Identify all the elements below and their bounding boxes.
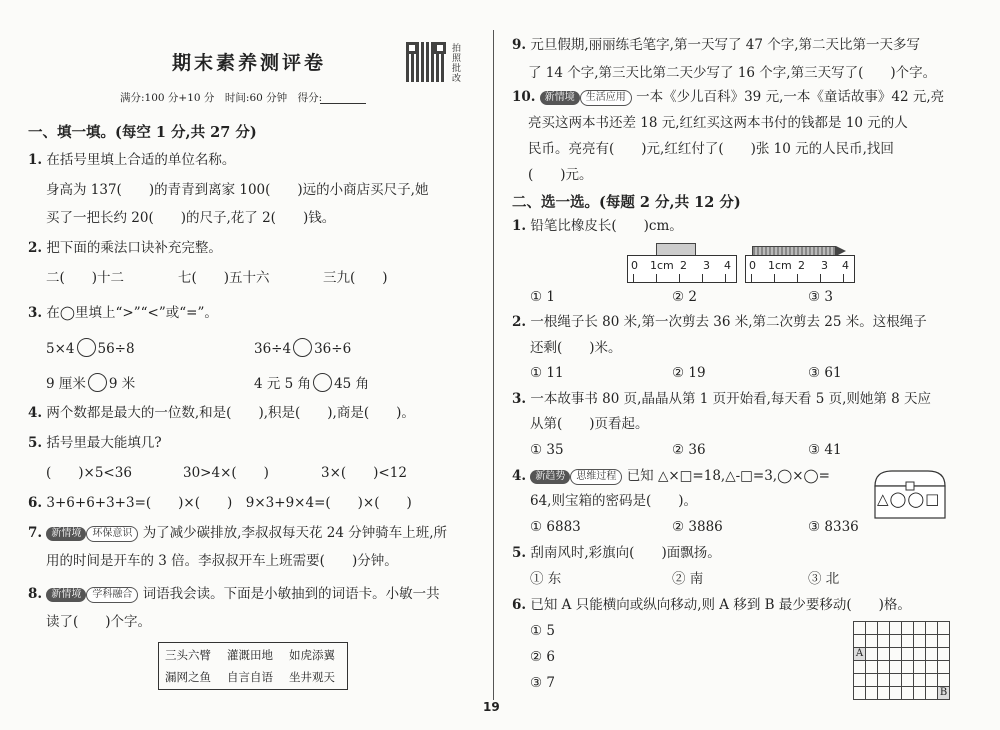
page-number: 19 — [483, 700, 500, 714]
s2-option-1[interactable]: ① 11 — [530, 365, 564, 381]
grid-cell-a: A — [854, 648, 866, 661]
q9-line-2: 了 14 个字,第三天比第二天少写了 16 个字,第三天写了( )个字。 — [528, 65, 937, 81]
ruler-2-label-1: 1cm — [768, 259, 792, 272]
q9-text-1: 元旦假期,丽丽练毛笔字,第一天写了 47 个字,第二天比第一天多写 — [530, 37, 921, 53]
s1-text: 铅笔比橡皮长( )cm。 — [530, 218, 683, 234]
q3-left-4: 4 元 5 角 — [254, 376, 312, 392]
topic-badge: 学科融合 — [86, 587, 138, 603]
s6-number: 6. — [512, 597, 527, 613]
s4-text-1: 已知 △×□=18,△-□=3,◯×◯= — [626, 468, 830, 484]
q8-line-1 — [28, 585, 440, 603]
s3-option-2[interactable]: ② 36 — [672, 442, 706, 458]
section-1-heading: 一、填一填。(每空 1 分,共 27 分) — [28, 124, 257, 141]
q8-number: 8. — [28, 586, 43, 602]
s5-line — [512, 544, 721, 562]
s3-option-1[interactable]: ① 35 — [530, 442, 564, 458]
q8-line-2: 读了( )个字。 — [46, 614, 152, 630]
q4-text: 两个数都是最大的一位数,和是( ),积是( ),商是( )。 — [46, 405, 415, 421]
q3-compare-1 — [46, 338, 135, 358]
q9-line-1 — [512, 36, 920, 54]
q2-number: 2. — [28, 240, 43, 256]
q10-text-1: 一本《少儿百科》39 元,一本《童话故事》42 元,亮 — [636, 89, 945, 105]
ruler-2-label-3: 3 — [821, 259, 828, 272]
word-5: 自言自语 — [227, 670, 273, 684]
q7-number: 7. — [28, 525, 43, 541]
q6-number: 6. — [28, 495, 43, 511]
q3-left-1: 5×4 — [46, 341, 75, 357]
ruler-1-label-2: 2 — [680, 259, 687, 272]
exam-info: 满分:100 分+10 分 时间:60 分钟 得分: — [120, 92, 323, 104]
qr-label: 拍照批改 — [452, 44, 462, 84]
s5-number: 5. — [512, 545, 527, 561]
section-2-heading: 二、选一选。(每题 2 分,共 12 分) — [512, 194, 741, 211]
new-context-badge: 新情境 — [46, 527, 86, 541]
word-2: 灌溉田地 — [227, 648, 273, 662]
ruler-1-label-4: 4 — [724, 259, 731, 272]
compare-circle[interactable] — [293, 338, 312, 357]
q10-line-4: ( )元。 — [528, 167, 593, 183]
s1-option-2[interactable]: ② 2 — [672, 289, 697, 305]
qr-code[interactable] — [406, 42, 446, 82]
s2-number: 2. — [512, 314, 527, 330]
q3-text: 在◯里填上“>”“<”或“=”。 — [46, 305, 218, 321]
grid-cell-b: B — [938, 687, 950, 700]
score-underline — [320, 103, 366, 104]
ruler-2-label-0: 0 — [749, 259, 756, 272]
q7-line-2: 用的时间是开车的 3 倍。李叔叔开车上班需要( )分钟。 — [46, 553, 398, 569]
q2-text: 把下面的乘法口诀补充完整。 — [46, 240, 222, 256]
new-context-badge: 新情境 — [540, 91, 580, 105]
compare-circle[interactable] — [313, 373, 332, 392]
q3-line — [28, 304, 218, 322]
topic-badge: 生活应用 — [580, 90, 632, 106]
q6-text: 3+6+6+3+3=( )×( ) 9×3+9×4=( )×( ) — [46, 495, 412, 511]
ruler-1 — [627, 255, 737, 283]
s1-number: 1. — [512, 218, 527, 234]
q5-number: 5. — [28, 435, 43, 451]
s4-line-2: 64,则宝箱的密码是( )。 — [530, 493, 698, 509]
word-4: 漏网之鱼 — [165, 670, 211, 684]
s6-line — [512, 596, 911, 614]
s3-option-3[interactable]: ③ 41 — [808, 442, 842, 458]
s6-option-3[interactable]: ③ 7 — [530, 675, 555, 691]
q3-compare-2 — [254, 338, 351, 358]
q3-right-1: 56÷8 — [97, 341, 135, 357]
q5-item-2: 30>4×( ) — [183, 465, 269, 481]
topic-badge: 思维过程 — [570, 469, 622, 485]
ruler-2-label-4: 4 — [842, 259, 849, 272]
q5-line — [28, 434, 162, 452]
s1-option-1[interactable]: ① 1 — [530, 289, 555, 305]
q10-line-1 — [512, 88, 944, 106]
s2-option-2[interactable]: ② 19 — [672, 365, 706, 381]
q1-text: 在括号里填上合适的单位名称。 — [46, 152, 236, 168]
s6-option-1[interactable]: ① 5 — [530, 623, 555, 639]
word-3: 如虎添翼 — [289, 648, 335, 662]
q9-number: 9. — [512, 37, 527, 53]
s2-line-1 — [512, 313, 927, 331]
q2-item-3: 三九( ) — [323, 270, 388, 286]
ruler-1-label-0: 0 — [631, 259, 638, 272]
q3-right-4: 45 角 — [334, 376, 370, 392]
ruler-1-label-3: 3 — [703, 259, 710, 272]
s5-option-3[interactable]: ③ 北 — [808, 571, 840, 587]
q2-line — [28, 239, 222, 257]
chest-code: △◯◯□ — [877, 490, 941, 508]
q4-number: 4. — [28, 405, 43, 421]
q1-line-1: 身高为 137( )的青青到离家 100( )远的小商店买尺子,她 — [46, 182, 429, 198]
q10-line-3: 民币。亮亮有( )元,红红付了( )张 10 元的人民币,找回 — [528, 141, 894, 157]
topic-badge: 环保意识 — [86, 526, 138, 542]
s5-text: 刮南风时,彩旗向( )面飘扬。 — [530, 545, 721, 561]
q1-line — [28, 151, 235, 169]
word-6: 坐井观天 — [289, 670, 335, 684]
s5-option-2[interactable]: ② 南 — [672, 571, 704, 587]
s4-option-3[interactable]: ③ 8336 — [808, 519, 859, 535]
s1-option-3[interactable]: ③ 3 — [808, 289, 833, 305]
movement-grid — [853, 621, 950, 700]
s6-text: 已知 A 只能横向或纵向移动,则 A 移到 B 最少要移动( )格。 — [530, 597, 911, 613]
ruler-2-label-2: 2 — [798, 259, 805, 272]
s2-option-3[interactable]: ③ 61 — [808, 365, 842, 381]
q2-item-1: 二( )十二 — [46, 270, 125, 286]
s4-option-2[interactable]: ② 3886 — [672, 519, 723, 535]
new-trend-badge: 新趋势 — [530, 470, 570, 484]
q3-number: 3. — [28, 305, 43, 321]
new-context-badge: 新情境 — [46, 588, 86, 602]
q3-right-3: 9 米 — [108, 376, 136, 392]
s3-line-1 — [512, 390, 931, 408]
q3-left-3: 9 厘米 — [46, 376, 86, 392]
q8-text-1: 词语我会读。下面是小敏抽到的词语卡。小敏一共 — [142, 586, 440, 602]
q3-left-2: 36÷4 — [254, 341, 292, 357]
q2-item-2: 七( )五十六 — [178, 270, 270, 286]
s4-number: 4. — [512, 468, 527, 484]
s4-option-1[interactable]: ① 6883 — [530, 519, 581, 535]
s3-number: 3. — [512, 391, 527, 407]
q7-line-1 — [28, 524, 447, 542]
s4-line-1 — [512, 467, 830, 485]
s2-line-2: 还剩( )米。 — [530, 340, 622, 356]
q4-line — [28, 404, 415, 422]
page-title: 期末素养测评卷 — [172, 52, 327, 74]
column-divider — [493, 30, 494, 700]
word-1: 三头六臂 — [165, 648, 211, 662]
q3-compare-4 — [254, 373, 369, 393]
q3-compare-3 — [46, 373, 135, 393]
s5-option-1[interactable]: ① 东 — [530, 571, 562, 587]
s6-option-2[interactable]: ② 6 — [530, 649, 555, 665]
compare-circle[interactable] — [88, 373, 107, 392]
q5-text: 括号里最大能填几? — [46, 435, 162, 451]
q1-line-2: 买了一把长约 20( )的尺子,花了 2( )钱。 — [46, 210, 336, 226]
s3-line-2: 从第( )页看起。 — [530, 416, 649, 432]
ruler-1-label-1: 1cm — [650, 259, 674, 272]
compare-circle[interactable] — [77, 338, 96, 357]
s1-line — [512, 217, 683, 235]
s2-text-1: 一根绳子长 80 米,第一次剪去 36 米,第二次剪去 25 米。这根绳子 — [530, 314, 927, 330]
q10-line-2: 亮买这两本书还差 18 元,红红买这两本书付的钱都是 10 元的人 — [528, 115, 908, 131]
s3-text-1: 一本故事书 80 页,晶晶从第 1 页开始看,每天看 5 页,则她第 8 天应 — [530, 391, 932, 407]
q1-number: 1. — [28, 152, 43, 168]
q10-number: 10. — [512, 89, 536, 105]
q6-line — [28, 494, 412, 512]
q5-item-1: ( )×5<36 — [46, 465, 132, 481]
q5-item-3: 3×( )<12 — [321, 465, 407, 481]
q7-text-1: 为了减少碳排放,李叔叔每天花 24 分钟骑车上班,所 — [142, 525, 448, 541]
q3-right-2: 36÷6 — [314, 341, 352, 357]
ruler-2 — [745, 255, 855, 283]
